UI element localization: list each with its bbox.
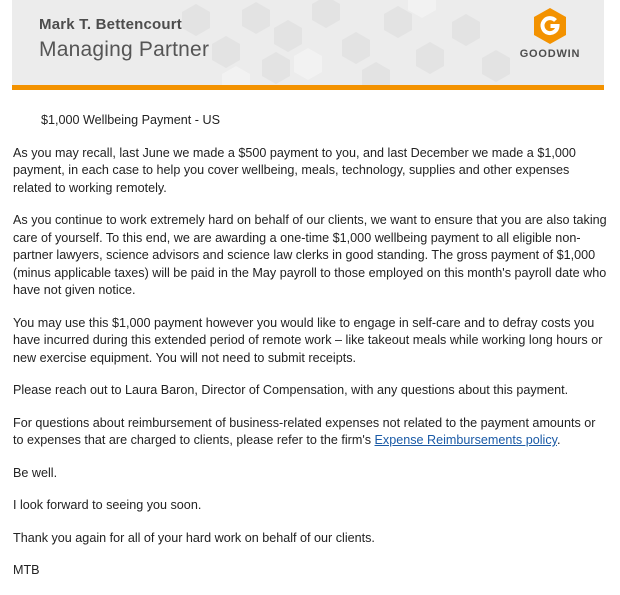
paragraph-be-well: Be well. xyxy=(13,465,58,480)
signoff: MTB xyxy=(13,563,40,577)
sender-name: Mark T. Bettencourt xyxy=(39,16,182,33)
expense-policy-link[interactable]: Expense Reimbursements policy xyxy=(374,433,557,447)
paragraph-usage: You may use this $1,000 payment however you would like to engage in self-care and to defray costs you have incurred during this extended period of remote work – like takeout meals while working long hours or new exercise equipment. You will not need to submit receipts. xyxy=(13,315,603,365)
paragraph-award: As you continue to work extremely hard on behalf of our clients, we want to ensure that you are also taking care of yourself. To this end, we are awarding a one-time $1,000 wellbeing payment to all eligible non-partner lawyers, science advisors and science law clerks in good standing. The gross payment of $1,000 (minus applicable taxes) will be paid in the May payroll to those employed on this month's payroll date who have not given notice. xyxy=(13,213,607,297)
reimbursement-text: For questions about reimbursement of business-related expenses not related to the payment amounts or to expenses that are charged to clients, please refer to the firm's xyxy=(13,415,596,447)
logo-wordmark: GOODWIN xyxy=(519,48,581,60)
sender-title: Managing Partner xyxy=(39,38,210,61)
reimbursement-period: . xyxy=(557,433,561,447)
goodwin-logo xyxy=(515,8,585,68)
memo-subject: $1,000 Wellbeing Payment - US xyxy=(41,113,220,127)
accent-divider xyxy=(12,85,604,90)
paragraph-look-forward: I look forward to seeing you soon. xyxy=(13,498,202,512)
memo-body xyxy=(13,112,607,595)
paragraph-reimbursement xyxy=(13,415,607,450)
paragraph-contact: Please reach out to Laura Baron, Director of Compensation, with any questions about this payment. xyxy=(13,383,569,397)
paragraph-thanks: Thank you again for all of your hard work on behalf of our clients. xyxy=(13,530,375,545)
goodwin-g-hexagon-icon xyxy=(534,8,566,44)
memo-header xyxy=(12,0,604,85)
paragraph-recall: As you may recall, last June we made a $500 payment to you, and last December we made a $1,000 payment, in each case to help you cover wellbeing, meals, technology, supplies and other expenses related to working remotely. xyxy=(13,145,576,195)
